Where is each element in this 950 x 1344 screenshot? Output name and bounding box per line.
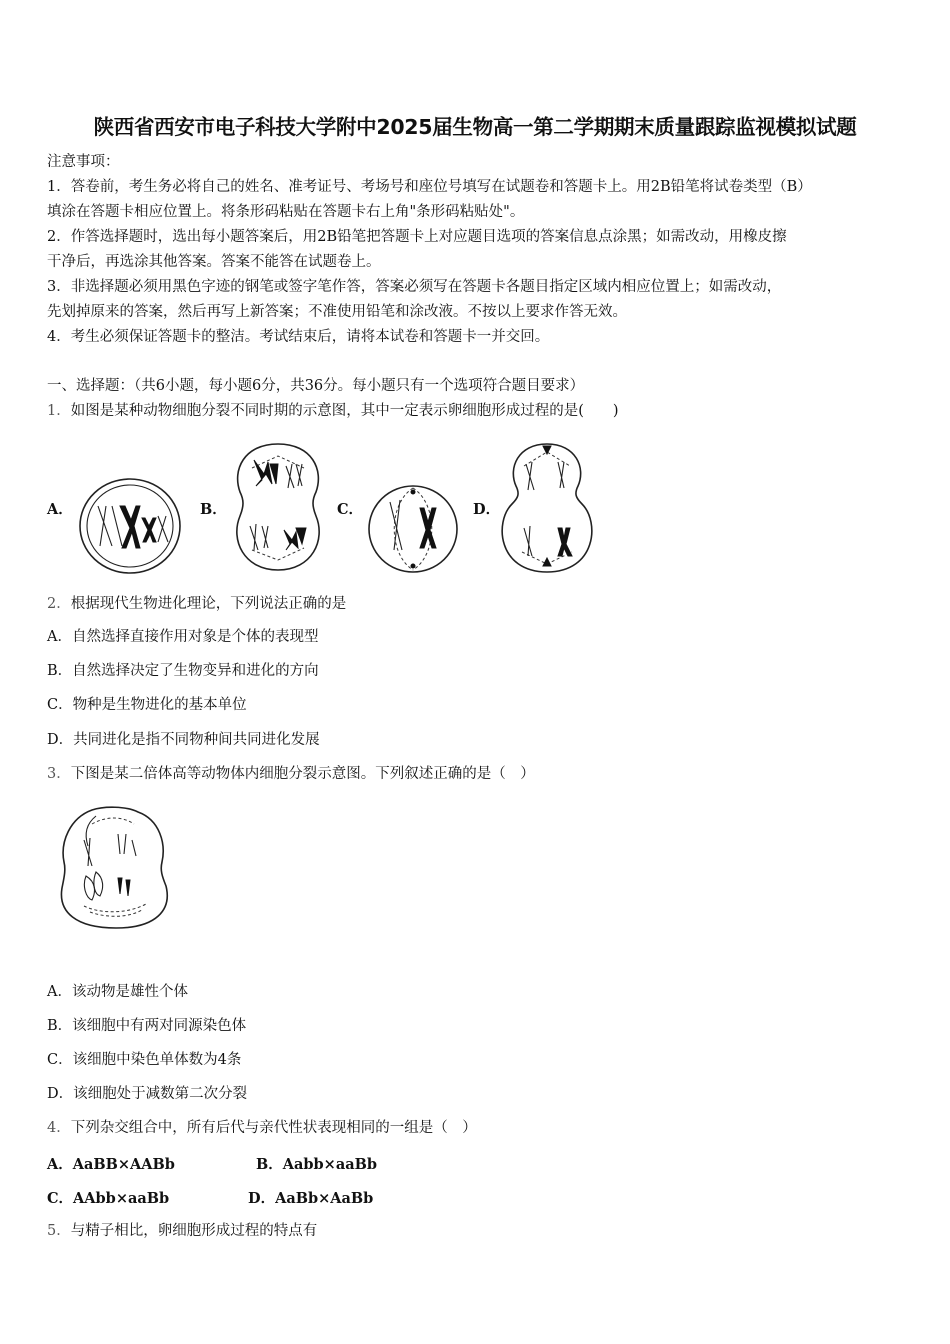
q1-label-c: C． [337,501,364,518]
section-header: 一、选择题：（共6小题，每小题6分，共36分。每小题只有一个选项符合题目要求） [47,378,585,394]
notice-line: 干净后，再选涂其他答案。答案不能答在试题卷上。 [47,254,381,270]
q2-option-d: D．共同进化是指不同物种间共同进化发展 [47,732,320,748]
question-text: 根据现代生物进化理论，下列说法正确的是 [70,596,347,612]
question-5 [47,1221,317,1241]
q3-option-d: D．该细胞处于减数第二次分裂 [47,1086,248,1102]
q1-label-b: B． [200,501,227,518]
question-number: 3． [47,766,71,782]
question-text: 下列杂交组合中，所有后代与亲代性状表现相同的一组是（ ） [70,1120,477,1136]
notice-line: 4．考生必须保证答题卡的整洁。考试结束后，请将本试卷和答题卡一并交回。 [47,329,550,345]
notice-line: 3．非选择题必须用黑色字迹的钢笔或签字笔作答，答案必须写在答题卡各题目指定区域内相应位置上；如需改动， [47,279,782,295]
q3-option-b: B．该细胞中有两对同源染色体 [47,1018,247,1034]
notice-line: 先划掉原来的答案，然后再写上新答案；不准使用铅笔和涂改液。不按以上要求作答无效。 [47,304,627,320]
q4-option-d: D．AaBb×AaBb [248,1190,374,1207]
q1-label-d: D． [473,501,501,518]
cell-diagram-c [368,484,458,574]
question-number: 1． [47,403,71,419]
q3-option-a: A．该动物是雄性个体 [47,984,188,1000]
q1-label-a: A． [47,501,73,518]
question-number: 4． [47,1120,71,1136]
q2-option-a: A．自然选择直接作用对象是个体的表现型 [47,629,319,645]
q3-cell-diagram [56,806,172,930]
notice-line: 2．作答选择题时，选出每小题答案后，用2B铅笔把答题卡上对应题目选项的答案信息点涂黑；如需改动，用橡皮擦 [47,229,787,245]
question-4 [47,1118,477,1138]
q4-option-c: C．AAbb×aaBb [47,1190,170,1207]
question-2 [47,594,346,614]
q2-option-b: B．自然选择决定了生物变异和进化的方向 [47,663,319,679]
notice-line: 1．答卷前，考生务必将自己的姓名、准考证号、考场号和座位号填写在试题卷和答题卡上。用2B铅笔将试卷类型（B） [47,179,812,195]
q4-option-b: B．Aabb×aaBb [256,1156,378,1173]
cell-diagram-d [500,440,594,576]
q2-option-c: C．物种是生物进化的基本单位 [47,697,247,713]
notice-heading: 注意事项： [47,154,120,170]
cell-diagram-a [78,476,182,576]
question-3 [47,764,535,784]
question-text: 下图是某二倍体高等动物体内细胞分裂示意图。下列叙述正确的是（ ） [70,766,535,782]
q4-option-a: A．AaBB×AABb [47,1156,175,1173]
question-number: 5． [47,1223,71,1239]
question-text: 如图是某种动物细胞分裂不同时期的示意图，其中一定表示卵细胞形成过程的是( ) [70,403,619,419]
question-number: 2． [47,596,71,612]
cell-diagram-b [232,440,324,574]
question-1 [47,401,619,421]
notice-line: 填涂在答题卡相应位置上。将条形码粘贴在答题卡右上角"条形码粘贴处"。 [47,204,525,220]
question-text: 与精子相比，卵细胞形成过程的特点有 [70,1223,318,1239]
q3-option-c: C．该细胞中染色单体数为4条 [47,1052,242,1068]
page-title: 陕西省西安市电子科技大学附中2025届生物高一第二学期期末质量跟踪监视模拟试题 [93,115,857,139]
